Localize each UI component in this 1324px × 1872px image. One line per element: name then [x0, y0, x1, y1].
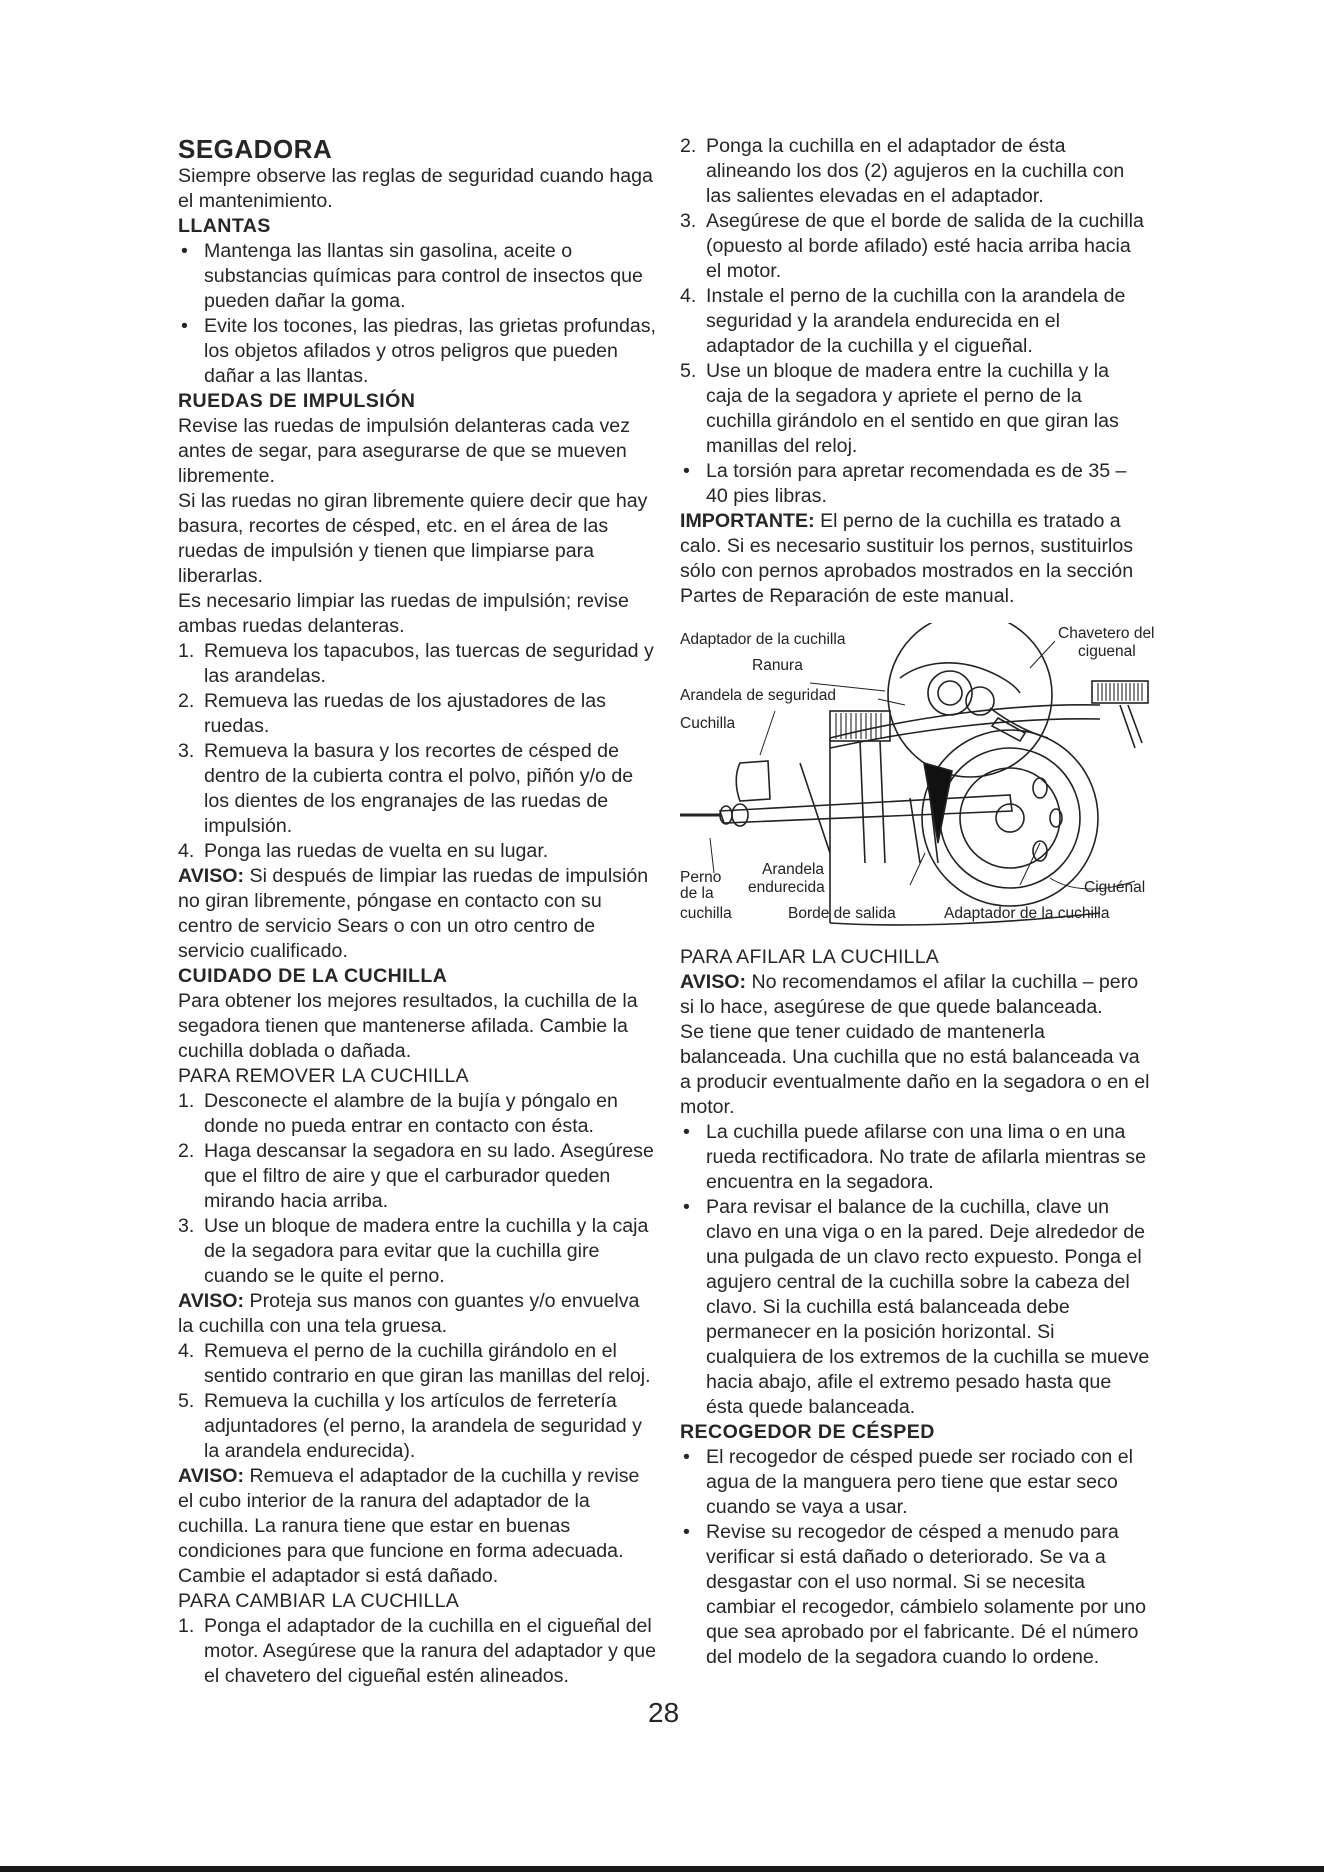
list-number: 3. — [178, 1215, 195, 1237]
bullet-icon: • — [683, 460, 690, 482]
list-item-text: Remueva las ruedas de los ajustadores de las ruedas. — [204, 690, 606, 737]
list-item — [178, 1339, 660, 1389]
list-number: 4. — [680, 285, 697, 307]
bullet-icon: • — [683, 1121, 690, 1143]
list-item-text: Remueva los tapacubos, las tuercas de seguridad y las arandelas. — [204, 640, 654, 687]
aviso-paragraph — [178, 1289, 660, 1339]
list-item-text: Revise su recogedor de césped a menudo para verificar si está dañado o deteriorado. Se va a desgastar con el uso normal. Si se necesita cambiar el recogedor, cámbielo solamente por uno que sea aprobado por el fabricante. Dé el número del modelo de la segadora cuando lo ordene. — [706, 1521, 1147, 1668]
list-number: 4. — [178, 840, 195, 862]
heading-ruedas: RUEDAS DE IMPULSIÓN — [178, 390, 416, 412]
list-item — [680, 209, 1150, 284]
heading-cuidado: CUIDADO DE LA CUCHILLA — [178, 965, 448, 987]
paragraph: Se tiene que tener cuidado de mantenerla balanceada. Una cuchilla que no está balanceada va a producir eventualmente daño en la segadora o en el motor. — [680, 1021, 1150, 1118]
list-number: 3. — [680, 210, 697, 232]
aviso-paragraph — [178, 1464, 660, 1589]
list-item-text: El recogedor de césped puede ser rociado con el agua de la manguera pero tiene que estar seco cuando se vaya a usar. — [706, 1446, 1133, 1518]
page-number: 28 — [648, 1697, 680, 1728]
heading-llantas: LLANTAS — [178, 215, 271, 237]
list-item — [178, 1139, 660, 1214]
list-item-text: Remueva la cuchilla y los artículos de ferretería adjuntadores (el perno, la arandela de seguridad y la arandela endurecida). — [204, 1390, 642, 1462]
list-item-text: Evite los tocones, las piedras, las grietas profundas, los objetos afilados y otros peligros que pueden dañar a las llantas. — [204, 315, 656, 387]
aviso-paragraph — [178, 864, 660, 964]
label-perno-1: Perno — [680, 869, 722, 886]
aviso-label: AVISO: — [178, 1290, 245, 1312]
label-cuchilla: Cuchilla — [680, 715, 736, 732]
list-item — [680, 284, 1150, 359]
label-chavetero-1: Chavetero del — [1058, 625, 1155, 642]
list-item-text: La torsión para apretar recomendada es de 35 – 40 pies libras. — [706, 460, 1127, 507]
list-item — [178, 639, 660, 689]
right-column — [680, 134, 1155, 1670]
list-item — [680, 1120, 1150, 1195]
list-number: 2. — [680, 135, 697, 157]
list-item-text: Use un bloque de madera entre la cuchilla y la caja de la segadora y apriete el perno de la cuchilla girándolo en el sentido en que giran las manillas del reloj. — [706, 360, 1119, 457]
list-item — [680, 1195, 1150, 1420]
paragraph: Revise las ruedas de impulsión delanteras cada vez antes de segar, para asegurarse de que se mueven libremente. — [178, 415, 630, 487]
left-column — [178, 134, 660, 1689]
importante-paragraph — [680, 509, 1150, 609]
list-item — [680, 459, 1150, 509]
list-item-text: Remueva la basura y los recortes de césped de dentro de la cubierta contra el polvo, piñón y/o de los dientes de los engranajes de las ruedas de impulsión. — [204, 740, 634, 837]
intro-paragraph: Siempre observe las reglas de seguridad cuando haga el mantenimiento. — [178, 165, 653, 212]
aviso-label: AVISO: — [178, 865, 245, 887]
label-adaptador-top: Adaptador de la cuchilla — [680, 631, 846, 648]
bullet-icon: • — [683, 1446, 690, 1468]
label-adaptador-bottom: Adaptador de la cuchilla — [944, 905, 1110, 922]
list-item — [178, 739, 660, 839]
label-borde-salida: Borde de salida — [788, 905, 896, 922]
label-arandela-endurecida-1: Arandela — [762, 861, 825, 878]
list-item-text: Desconecte el alambre de la bujía y póngalo en donde no pueda entrar en contacto con ésta. — [204, 1090, 618, 1137]
label-perno-3: cuchilla — [680, 905, 732, 922]
list-item — [680, 134, 1150, 209]
list-item-text: Use un bloque de madera entre la cuchilla y la caja de la segadora para evitar que la cuchilla gire cuando se le quite el perno. — [204, 1215, 649, 1287]
list-item-text: Instale el perno de la cuchilla con la arandela de seguridad y la arandela endurecida en el adaptador de la cuchilla y el cigueñal. — [706, 285, 1126, 357]
bullet-icon: • — [181, 315, 188, 337]
section-title-segadora: SEGADORA — [178, 134, 333, 164]
list-item-text: Ponga la cuchilla en el adaptador de ésta alineando los dos (2) agujeros en la cuchilla con las salientes elevadas en el adaptador. — [706, 135, 1125, 207]
importante-text: El perno de la cuchilla es tratado a calo. Si es necesario sustituir los pernos, sustituirlos sólo con pernos aprobados mostrados en la sección Partes de Reparación de este manual. — [680, 510, 1134, 607]
aviso-text: Proteja sus manos con guantes y/o envuelva la cuchilla con una tela gruesa. — [178, 1290, 640, 1337]
list-item — [178, 239, 660, 314]
bullet-icon: • — [683, 1196, 690, 1218]
list-item — [178, 1614, 660, 1689]
list-item-text: Mantenga las llantas sin gasolina, aceite o substancias químicas para control de insectos que pueden dañar la goma. — [204, 240, 643, 312]
list-item-text: Para revisar el balance de la cuchilla, clave un clavo en una viga o en la pared. Deje alrededor de una pulgada de un clavo recto expuesto. Ponga el agujero central de la cuchilla sobre la cabeza del clavo. Si la cuchilla está balanceada debe permanecer en la posición horizontal. Si cualquiera de los extremos de la cuchilla se mueve hacia abajo, afile el extremo pesado hasta que ésta quede balanceada. — [706, 1196, 1150, 1418]
list-number: 5. — [680, 360, 697, 382]
paragraph: Es necesario limpiar las ruedas de impulsión; revise ambas ruedas delanteras. — [178, 590, 629, 637]
list-number: 5. — [178, 1390, 195, 1412]
subheading-cambiar: PARA CAMBIAR LA CUCHILLA — [178, 1590, 460, 1612]
list-item — [178, 839, 660, 864]
aviso-text: No recomendamos el afilar la cuchilla – pero si lo hace, asegúrese de que quede balanceada. — [680, 971, 1139, 1018]
label-perno-2: de la — [680, 885, 714, 902]
bottom-divider — [0, 1866, 1324, 1872]
aviso-paragraph — [680, 970, 1150, 1020]
list-item — [680, 359, 1150, 459]
list-item — [680, 1520, 1150, 1670]
list-item — [178, 1389, 660, 1464]
list-number: 1. — [178, 1615, 195, 1637]
list-number: 3. — [178, 740, 195, 762]
subheading-afilar: PARA AFILAR LA CUCHILLA — [680, 946, 940, 968]
aviso-label: AVISO: — [680, 971, 747, 993]
blade-assembly-diagram — [680, 623, 1155, 939]
list-item-text: Remueva el perno de la cuchilla girándolo en el sentido contrario en que giran las manillas del reloj. — [204, 1340, 651, 1387]
list-item — [178, 1214, 660, 1289]
aviso-text: Remueva el adaptador de la cuchilla y revise el cubo interior de la ranura del adaptador de la cuchilla. La ranura tiene que estar en buenas condiciones para que funcione en forma adecuada. Cambie el adaptador si está dañado. — [178, 1465, 640, 1587]
aviso-text: Si después de limpiar las ruedas de impulsión no giran libremente, póngase en contacto con su centro de servicio Sears o con un otro centro de servicio cualificado. — [178, 865, 649, 962]
list-number: 1. — [178, 1090, 195, 1112]
list-item — [178, 1089, 660, 1139]
list-number: 2. — [178, 1140, 195, 1162]
bullet-icon: • — [181, 240, 188, 262]
heading-recogedor: RECOGEDOR DE CÉSPED — [680, 1421, 935, 1443]
list-number: 4. — [178, 1340, 195, 1362]
paragraph: Si las ruedas no giran libremente quiere decir que hay basura, recortes de césped, etc. en el área de las ruedas de impulsión y tienen que limpiarse para liberarlas. — [178, 490, 648, 587]
list-number: 1. — [178, 640, 195, 662]
list-item — [178, 689, 660, 739]
paragraph: Para obtener los mejores resultados, la cuchilla de la segadora tienen que mantenerse afilada. Cambie la cuchilla doblada o dañada. — [178, 990, 638, 1062]
importante-label: IMPORTANTE: — [680, 510, 815, 532]
label-arandela-endurecida-2: endurecida — [748, 879, 825, 896]
label-arandela-seguridad: Arandela de seguridad — [680, 687, 836, 704]
list-item-text: Ponga el adaptador de la cuchilla en el cigueñal del motor. Asegúrese que la ranura del adaptador y que el chavetero del cigueñal estén alineados. — [204, 1615, 657, 1687]
list-item-text: Ponga las ruedas de vuelta en su lugar. — [204, 840, 549, 862]
subheading-remover: PARA REMOVER LA CUCHILLA — [178, 1065, 469, 1087]
list-item-text: La cuchilla puede afilarse con una lima o en una rueda rectificadora. No trate de afilarla mientras se encuentra en la segadora. — [706, 1121, 1146, 1193]
label-ranura: Ranura — [752, 657, 803, 674]
bullet-icon: • — [683, 1521, 690, 1543]
list-item-text: Asegúrese de que el borde de salida de la cuchilla (opuesto al borde afilado) esté hacia arriba hacia el motor. — [706, 210, 1144, 282]
label-ciguenal: Ciguénal — [1084, 879, 1146, 896]
list-item-text: Haga descansar la segadora en su lado. Asegúrese que el filtro de aire y que el carburador queden mirando hacia arriba. — [204, 1140, 654, 1212]
aviso-label: AVISO: — [178, 1465, 245, 1487]
list-number: 2. — [178, 690, 195, 712]
list-item — [178, 314, 660, 389]
label-chavetero-2: ciguenal — [1078, 643, 1136, 660]
list-item — [680, 1445, 1150, 1520]
